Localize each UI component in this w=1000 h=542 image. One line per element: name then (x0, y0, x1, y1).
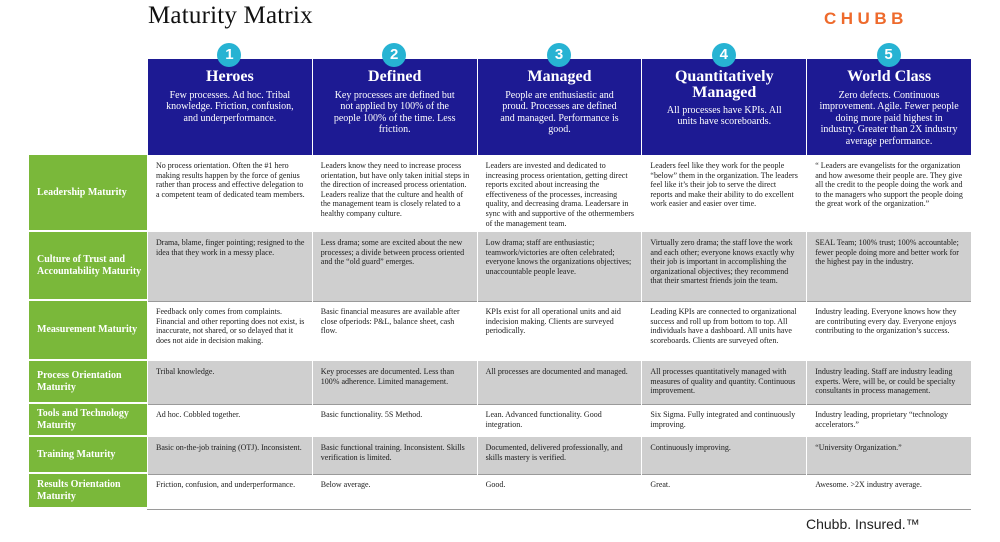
level-title: Quantitatively Managed (674, 68, 774, 101)
matrix-cell: Basic financial measures are available after close ofperiods: P&L, balance sheet, cash flow. (312, 301, 477, 361)
matrix-cell: Awesome. >2X industry average. (806, 474, 971, 509)
page-title: Maturity Matrix (148, 2, 313, 29)
matrix-cell: Leaders are invested and dedicated to increasing process orientation, getting direct reports excited about increasing the effectiveness of the processes, increasing quality, and decreasing drama. Leadersare in sync with and supportive of the othermembers of the management team. (477, 155, 642, 232)
matrix-cell: Lean. Advanced functionality. Good integration. (477, 404, 642, 437)
row-label-text: Training Maturity (37, 448, 116, 460)
level-number-badge-4: 4 (712, 43, 736, 67)
row-label-text: Process Orientation Maturity (37, 369, 122, 393)
level-header-5 (806, 59, 971, 155)
row-label (29, 155, 147, 232)
matrix-cell: Good. (477, 474, 642, 509)
matrix-cell: Virtually zero drama; the staff love the work and each other; everyone knows exactly why their job is important in accomplishing the organizational objectives; they recommend that their smartest friends join the team. (641, 232, 806, 301)
row-label (29, 437, 147, 474)
level-number-badge-3: 3 (547, 43, 571, 67)
level-number-badge-5: 5 (877, 43, 901, 67)
level-number-badge-2: 2 (382, 43, 406, 67)
matrix-cell: Basic on-the-job training (OTJ). Inconsistent. (147, 437, 312, 474)
matrix-cell: Tribal knowledge. (147, 361, 312, 404)
matrix-cell: SEAL Team; 100% trust; 100% accountable; fewer people doing more and better work for the highest pay in the industry. (806, 232, 971, 301)
matrix-cell: Industry leading, proprietary “technology accelerators.” (806, 404, 971, 437)
matrix-cell: All processes quantitatively managed with measures of quality and quantity. Continuous improvement. (641, 361, 806, 404)
matrix-cell: Six Sigma. Fully integrated and continuously improving. (641, 404, 806, 437)
matrix-cell: “ Leaders are evangelists for the organization and how awesome their people are. They give all the credit to the people doing the work and to the managers who support the people doing the great work of the organization.” (806, 155, 971, 232)
level-number-badge-1: 1 (217, 43, 241, 67)
row-label (29, 232, 147, 301)
level-header-2 (312, 59, 477, 155)
matrix-cell: Leaders feel like they work for the people “below” them in the organization. The leaders feel like it’s their job to serve the direct reports and make their ability to do excellent work easier and easier over time. (641, 155, 806, 232)
row-label-text: Tools and Technology Maturity (37, 407, 129, 431)
maturity-matrix (29, 59, 971, 506)
matrix-cell: Drama, blame, finger pointing; resigned to the idea that they work in a messy place. (147, 232, 312, 301)
matrix-cell: KPIs exist for all operational units and aid indecision making. Clients are surveyed periodically. (477, 301, 642, 361)
row-label-text: Results Orientation Maturity (37, 478, 121, 502)
chubb-logo: CHUBB (824, 9, 908, 28)
matrix-cell: Industry leading. Everyone knows how they are contributing every day. Everyone enjoys contributing to the organization’s success. (806, 301, 971, 361)
row-label-text: Leadership Maturity (37, 186, 127, 198)
matrix-cell: Leading KPIs are connected to organizational success and roll up from bottom to top. All individuals have a dashboard. All units have scoreboards. Clients are surveyed often. (641, 301, 806, 361)
matrix-cell: Basic functionality. 5S Method. (312, 404, 477, 437)
matrix-cell: Basic functional training. Inconsistent. Skills verification is limited. (312, 437, 477, 474)
row-label (29, 474, 147, 509)
level-description: All processes have KPIs. All units have scoreboards. (666, 105, 782, 128)
matrix-cell: “University Organization.” (806, 437, 971, 474)
matrix-cell: Below average. (312, 474, 477, 509)
row-label (29, 404, 147, 437)
matrix-cell: Continuously improving. (641, 437, 806, 474)
matrix-cell: Documented, delivered professionally, and skills mastery is verified. (477, 437, 642, 474)
level-header-4 (641, 59, 806, 155)
brand-tagline: Chubb. Insured.™ (806, 516, 920, 532)
matrix-cell: Industry leading. Staff are industry leading experts. Were, will be, or could be specialty consultants in process management. (806, 361, 971, 404)
level-title: Heroes (206, 68, 254, 85)
matrix-cell: All processes are documented and managed. (477, 361, 642, 404)
level-title: Managed (527, 68, 592, 85)
matrix-cell: Low drama; staff are enthusiastic; teamwork/victories are often celebrated; everyone knows the organizations objectives; unaccountable people leave. (477, 232, 642, 301)
matrix-cell: Ad hoc. Cobbled together. (147, 404, 312, 437)
row-label (29, 301, 147, 361)
matrix-cell: Feedback only comes from complaints. Financial and other reporting does not exist, is inaccurate, not shared, or so delayed that it does not aide in decision making. (147, 301, 312, 361)
matrix-cell: Key processes are documented. Less than 100% adherence. Limited management. (312, 361, 477, 404)
row-label-text: Culture of Trust and Accountability Maturity (37, 253, 142, 277)
matrix-cell: Great. (641, 474, 806, 509)
level-description: Key processes are defined but not applied by 100% of the people 100% of the time. Less friction. (333, 90, 456, 136)
level-description: Zero defects. Continuous improvement. Agile. Fewer people doing more paid highest in industry. Greater than 2X industry average performance. (819, 90, 959, 147)
level-description: People are enthusiastic and proud. Processes are defined and managed. Performance is good. (500, 90, 619, 136)
matrix-cell: Friction, confusion, and underperformance. (147, 474, 312, 509)
row-label (29, 361, 147, 404)
level-description: Few processes. Ad hoc. Tribal knowledge. Friction, confusion, and underperformance. (166, 90, 294, 124)
level-title: World Class (847, 68, 932, 85)
matrix-cell: Less drama; some are excited about the new processes; a divide between process oriented and the “old guard” emerges. (312, 232, 477, 301)
row-label-text: Measurement Maturity (37, 324, 138, 335)
matrix-cell: Leaders know they need to increase process orientation, but have only taken initial steps in the direction of increased process orientation. Leaders realize that the culture and health of the management team is closely related to a healthy company culture. (312, 155, 477, 232)
level-header-1 (147, 59, 312, 155)
matrix-cell: No process orientation. Often the #1 hero making results happen by the force of genius rather than process and effective delegation to a competent team of dedicated team members. (147, 155, 312, 232)
level-title: Defined (368, 68, 422, 85)
level-header-3 (477, 59, 642, 155)
